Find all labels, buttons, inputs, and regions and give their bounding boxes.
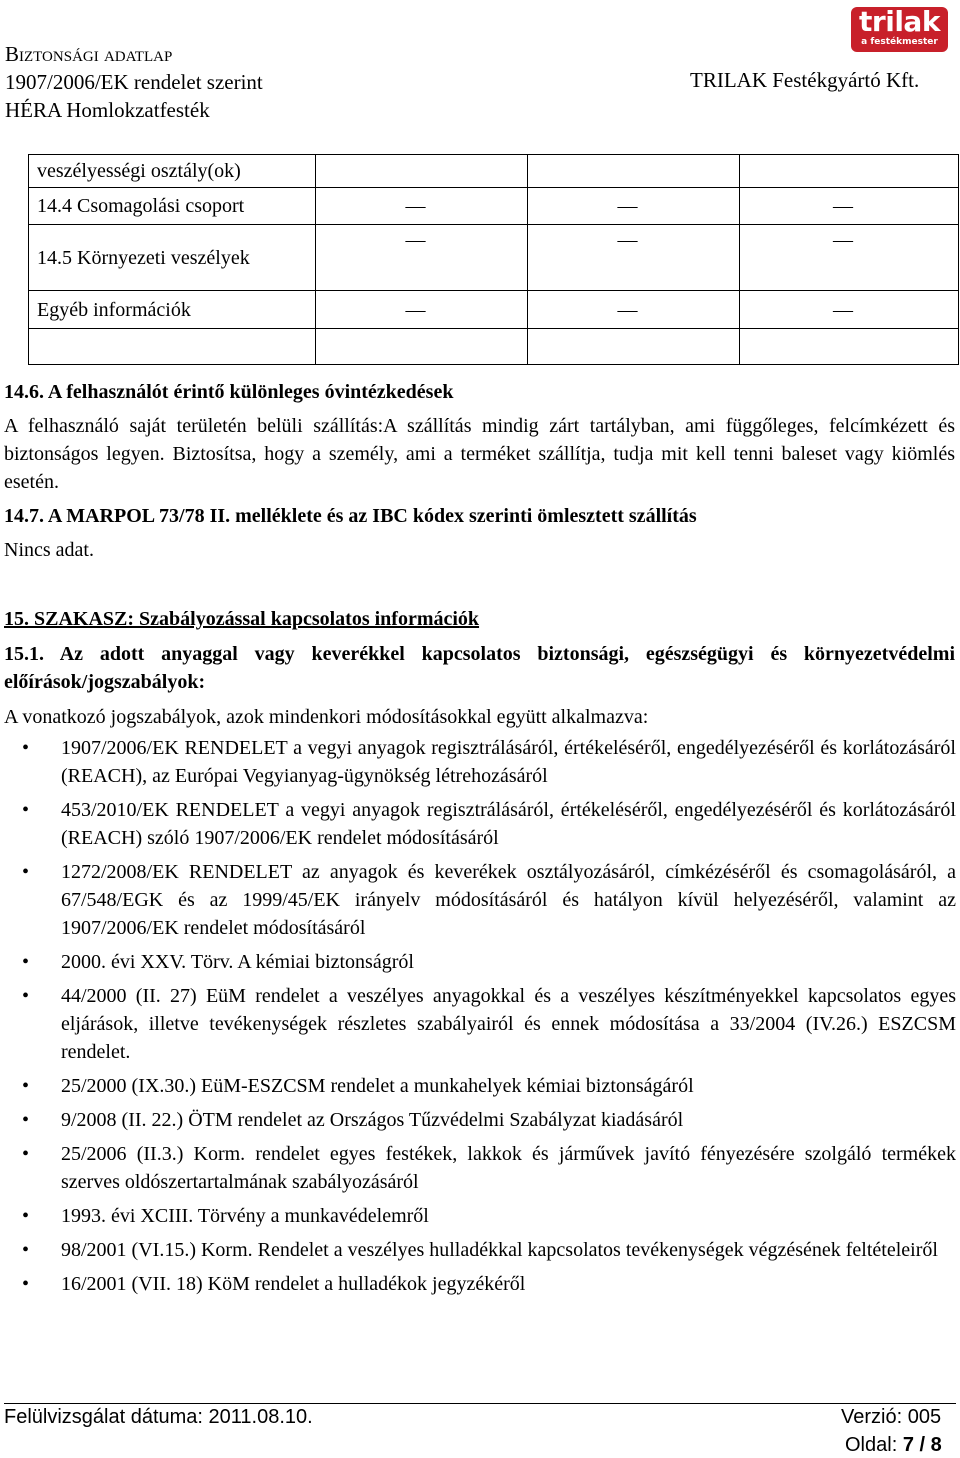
regulation-reference: 1907/2006/EK rendelet szerint <box>5 70 263 94</box>
page-number <box>845 1434 942 1457</box>
list-item: • 44/2000 (II. 27) EüM rendelet a veszélyes anyagokkal és a veszélyes készítményekkel kapcsolatos egyes eljárások, illetve tevékenységek részletes szabályairól és ennek módosítása a 33/2004 (IV.26.) ESZCSM rendelet. <box>0 982 956 1066</box>
table-cell: — <box>740 188 959 225</box>
list-item: • 16/2001 (VII. 18) KöM rendelet a hulladékok jegyzékéről <box>0 1270 956 1298</box>
table-row <box>29 225 959 291</box>
row-label: 14.5 Környezeti veszélyek <box>29 225 316 291</box>
row-label: 14.4 Csomagolási csoport <box>29 188 316 225</box>
section-14-7-text: Nincs adat. <box>4 539 94 561</box>
table-cell: — <box>528 291 740 329</box>
table-cell <box>316 155 528 188</box>
list-item: • 1993. évi XCIII. Törvény a munkavédelemről <box>0 1202 956 1230</box>
page-label: Oldal: <box>845 1434 903 1456</box>
section-14-7-heading: 14.7. A MARPOL 73/78 II. melléklete és az IBC kódex szerinti ömlesztett szállítás <box>4 505 697 527</box>
product-name: HÉRA Homlokzatfesték <box>5 98 210 122</box>
list-item: • 9/2008 (II. 22.) ÖTM rendelet az Országos Tűzvédelmi Szabályzat kiadásáról <box>0 1106 956 1134</box>
transport-table <box>28 154 959 365</box>
table-row <box>29 155 959 188</box>
page-separator: / <box>913 1434 931 1456</box>
section-14-6-heading: 14.6. A felhasználót érintő különleges óvintézkedések <box>4 381 454 403</box>
table-cell <box>740 329 959 365</box>
section-15-1-heading: 15.1. Az adott anyaggal vagy keverékkel kapcsolatos biztonsági, egészségügyi és környezetvédelmi előírások/jogszabályok: <box>4 643 955 693</box>
section-15-heading: 15. SZAKASZ: Szabályozással kapcsolatos információk <box>4 608 480 630</box>
version: Verzió: 005 <box>841 1406 942 1428</box>
page-total: 8 <box>930 1434 942 1456</box>
footer-divider <box>4 1403 956 1404</box>
document-header <box>5 40 263 124</box>
section-14-6-text: A felhasználó saját területén belüli szállítás:A szállítás mindig zárt tartályban, ami függőleges, felcímkézett és biztonságos legyen. Biztosítsa, hogy a személy, ami a terméket szállítja, tudja mit kell tenni baleset vagy kiömlés esetén. <box>4 415 955 493</box>
list-item: • 1272/2008/EK RENDELET az anyagok és keverékek osztályozásáról, címkézéséről és csomagolásáról, a 67/548/EGK és az 1999/45/EK irányelv módosításáról és hatályon kívül helyezéséről, valamint az 1907/2006/EK rendelet módosításáról <box>0 858 956 942</box>
table-row <box>29 291 959 329</box>
table-row <box>29 188 959 225</box>
table-cell: — <box>528 225 740 291</box>
page-current: 7 <box>902 1434 914 1456</box>
company-name: TRILAK Festékgyártó Kft. <box>690 68 920 92</box>
table-cell: — <box>740 291 959 329</box>
list-item: • 1907/2006/EK RENDELET a vegyi anyagok regisztrálásáról, értékeléséről, engedélyezéséről és korlátozásáról (REACH), az Európai Vegyianyag-ügynökség létrehozásáról <box>0 734 956 790</box>
list-item: • 25/2006 (II.3.) Korm. rendelet egyes festékek, lakkok és járművek javító fényezésére szolgáló termékek szerves oldószertartalmának szabályozásáról <box>0 1140 956 1196</box>
table-row <box>29 329 959 365</box>
table-cell <box>316 329 528 365</box>
regulation-list <box>0 734 956 1304</box>
table-cell: — <box>316 225 528 291</box>
table-cell: — <box>316 188 528 225</box>
list-item: • 453/2010/EK RENDELET a vegyi anyagok regisztrálásáról, értékeléséről, engedélyezéséről és korlátozásáról (REACH) szóló 1907/2006/EK rendelet módosításáról <box>0 796 956 852</box>
list-item: • 98/2001 (VI.15.) Korm. Rendelet a veszélyes hulladékkal kapcsolatos tevékenységek végzésének feltételeiről <box>0 1236 956 1264</box>
table-cell <box>528 155 740 188</box>
section-15-intro: A vonatkozó jogszabályok, azok mindenkori módosításokkal együtt alkalmazva: <box>4 706 649 728</box>
table-cell: — <box>316 291 528 329</box>
table-cell: — <box>528 188 740 225</box>
table-cell <box>528 329 740 365</box>
table-cell <box>740 155 959 188</box>
logo-tagline: a festékmester <box>861 37 938 47</box>
list-item: • 2000. évi XXV. Törv. A kémiai biztonságról <box>0 948 956 976</box>
review-date: Felülvizsgálat dátuma: 2011.08.10. <box>4 1406 313 1428</box>
company-logo <box>851 7 948 52</box>
row-label: Egyéb információk <box>29 291 316 329</box>
table-cell <box>29 329 316 365</box>
document-title: Biztonsági adatlap <box>5 42 173 66</box>
list-item: • 25/2000 (IX.30.) EüM-ESZCSM rendelet a munkahelyek kémiai biztonságáról <box>0 1072 956 1100</box>
logo-name: trilak <box>859 5 940 38</box>
row-label: veszélyességi osztály(ok) <box>29 155 316 188</box>
table-cell: — <box>740 225 959 291</box>
